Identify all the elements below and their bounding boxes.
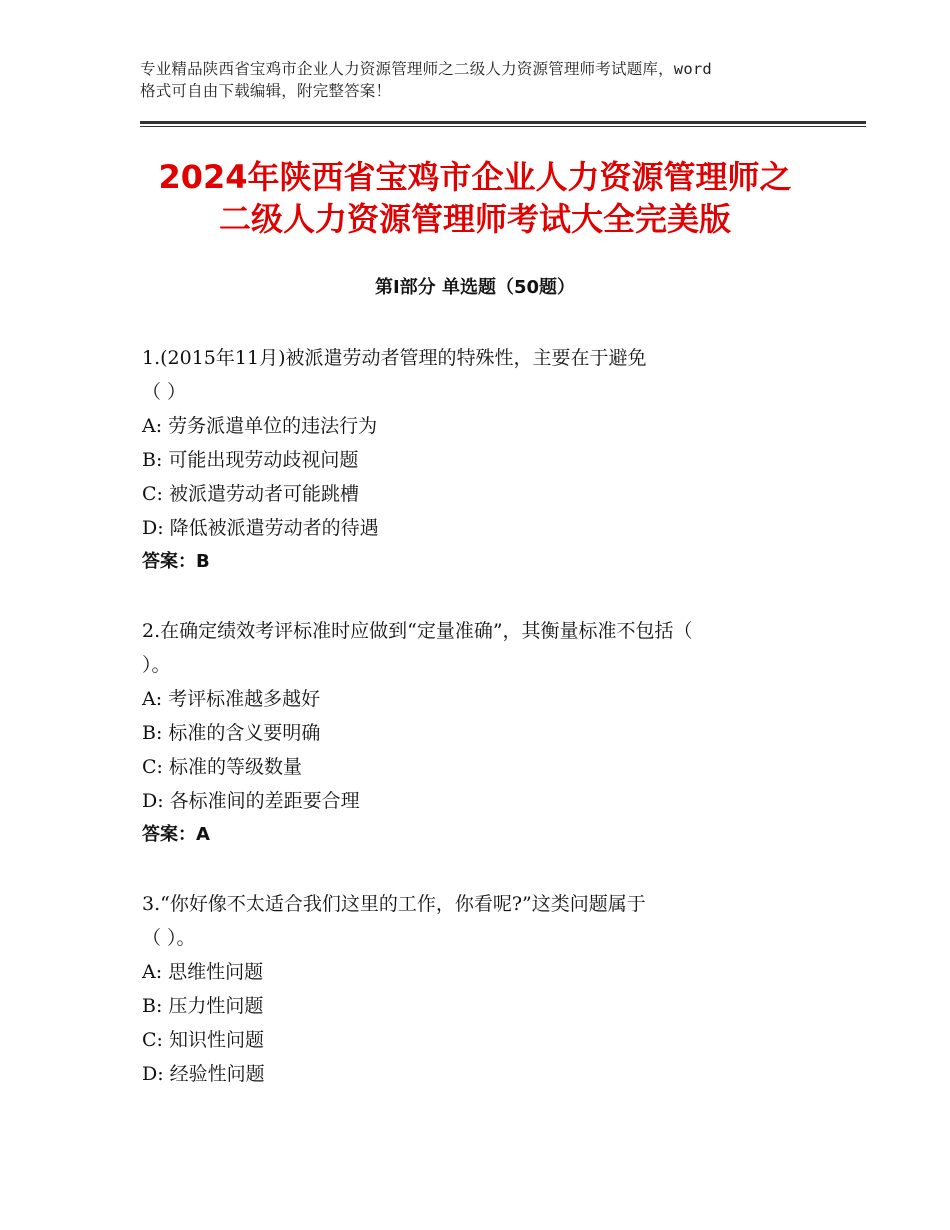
document-title-line-1: 2024年陕西省宝鸡市企业人力资源管理师之 xyxy=(158,158,792,196)
option-d: D: 经验性问题 xyxy=(142,1063,265,1085)
option-a: A: 考评标准越多越好 xyxy=(142,688,321,710)
question-stem-continuation: （ ）。 xyxy=(142,927,196,949)
document-title xyxy=(120,156,830,240)
answer: 答案：B xyxy=(142,551,210,572)
question-stem: 2.在确定绩效考评标准时应做到“定量准确”，其衡量标准不包括（ xyxy=(142,620,693,642)
question-stem: 3.“你好像不太适合我们这里的工作，你看呢?”这类问题属于 xyxy=(142,893,646,915)
option-b: B: 标准的含义要明确 xyxy=(142,722,321,744)
option-d: D: 各标准间的差距要合理 xyxy=(142,790,360,812)
option-c: C: 知识性问题 xyxy=(142,1029,264,1051)
option-b: B: 压力性问题 xyxy=(142,995,264,1017)
header-note-line-2: 格式可自由下载编辑，附完整答案！ xyxy=(140,82,392,100)
header-note xyxy=(140,58,830,102)
option-a: A: 思维性问题 xyxy=(142,961,264,983)
question-stem-continuation: ）。 xyxy=(142,654,171,676)
header-rule-thin xyxy=(140,126,866,127)
option-c: C: 标准的等级数量 xyxy=(142,756,302,778)
section-heading: 第Ⅰ部分 单选题（50题） xyxy=(374,277,575,298)
document-title-line-2: 二级人力资源管理师考试大全完美版 xyxy=(218,200,731,238)
option-b: B: 可能出现劳动歧视问题 xyxy=(142,449,359,471)
header-rule-thick xyxy=(140,121,866,124)
option-c: C: 被派遣劳动者可能跳槽 xyxy=(142,483,359,505)
question-stem-continuation: （ ） xyxy=(142,381,187,403)
answer: 答案：A xyxy=(142,824,210,845)
header-note-line-1: 专业精品陕西省宝鸡市企业人力资源管理师之二级人力资源管理师考试题库，word xyxy=(140,60,712,78)
option-d: D: 降低被派遣劳动者的待遇 xyxy=(142,517,379,539)
option-a: A: 劳务派遣单位的违法行为 xyxy=(142,415,378,437)
question-stem: 1.(2015年11月)被派遣劳动者管理的特殊性，主要在于避免 xyxy=(142,347,647,369)
